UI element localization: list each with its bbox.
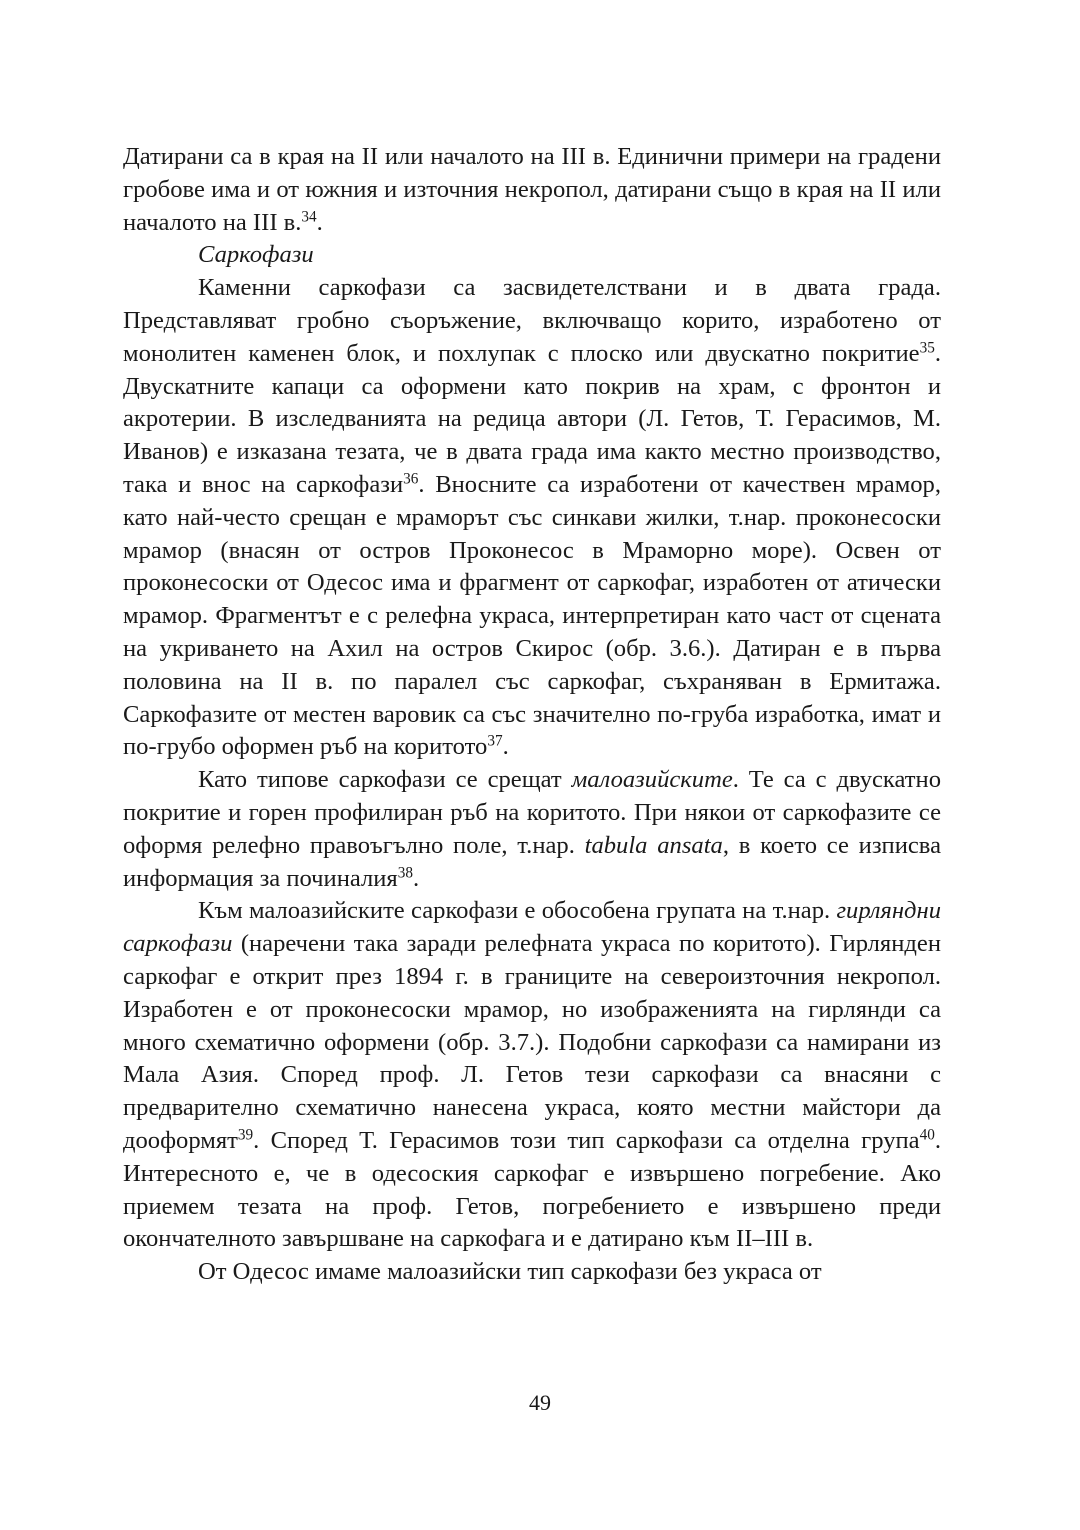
paragraph-text: . Според Т. Герасимов този тип саркофази са отделна група: [253, 1126, 920, 1154]
paragraph-1: [123, 141, 941, 239]
paragraph-text: . Вносните са изработени от качествен мрамор, като най-често срещан е мраморът със синкави жилки, т.нар. проконесоски мрамор (внасян от остров Проконесос в Мраморно море). Освен от проконесоски от Одесос има и фрагмент от саркофаг, изработен от атически мрамор. Фрагментът е с релефна украса, интерпретиран като част от сцената на укриването на Ахил на остров Скирос (обр. 3.6.). Датиран е в първа половина на II в. по паралел със саркофаг, съхраняван в Ермитажа. Саркофазите от местен варовик са със значително по-груба изработка, имат и по-грубо оформен ръб на коритото: [123, 470, 942, 761]
paragraph-text: . Двускатните капаци са оформени като покрив на храм, с фронтон и акротерии. В изследванията на редица автори (Л. Гетов, Т. Герасимов, М. Иванов) е изказана тезата, че в двата града има както местно производство, така и внос на саркофази: [123, 339, 941, 498]
paragraph-text: . Те са с двускатно покритие и горен профилиран ръб на коритото. При някои от саркофазите се оформя релефно правоъгълно поле, т.нар.: [123, 766, 941, 859]
italic-term: tabula ansata: [584, 831, 723, 859]
paragraph-text: .: [413, 864, 420, 892]
italic-term: малоазийските: [571, 766, 733, 794]
footnote-ref-38: 38: [397, 864, 413, 882]
footnote-ref-35: 35: [919, 339, 935, 357]
paragraph-text: , в което се изписва информация за починалия: [123, 831, 941, 892]
paragraph-4: [123, 895, 941, 1256]
paragraph-text: От Одесос имаме малоазийски тип саркофази без украса от: [198, 1258, 822, 1286]
footnote-ref-37: 37: [487, 732, 503, 750]
paragraph-text: Към малоазийските саркофази е обособена групата на т.нар.: [198, 897, 837, 925]
footnote-ref-40: 40: [919, 1126, 935, 1144]
italic-term: гирляндни саркофази: [123, 897, 941, 958]
paragraph-5: [123, 1256, 941, 1289]
paragraph-text: . Интересното е, че в одесоския саркофаг е извършено погребение. Ако приемем тезата на проф. Гетов, погребението е извършено преди окончателното завършване на саркофага и е датирано към II–III в.: [123, 1126, 941, 1253]
page-number: 49: [529, 1390, 551, 1415]
paragraph-text: Датирани са в края на II или началото на III в. Единични примери на градени гробове има и от южния и източния некропол, датирани също в края на II или началото на III в.: [123, 143, 941, 236]
paragraph-text: .: [502, 733, 509, 761]
paragraph-text: .: [316, 208, 323, 236]
paragraph-text: Каменни саркофази са засвидетелствани и в двата града. Представляват гробно съоръжение, включващо корито, изработено от монолитен каменен блок, и похлупак с плоско или двускатно покритие: [123, 274, 941, 367]
footnote-ref-39: 39: [237, 1126, 254, 1144]
paragraph-3: [123, 764, 941, 895]
footnote-ref-34: 34: [301, 208, 317, 226]
paragraph-text: (наречени така заради релефната украса по коритото). Гирлянден саркофаг е открит през 1894 г. в границите на североизточния некропол. Изработен е от проконесоски мрамор, но изображенията на гирлянди са много схематично оформени (обр. 3.7.). Подобни саркофази са намирани из Мала Азия. Според проф. Л. Гетов тези саркофази са внасяни с предварително схематично нанесена украса, която местни майстори да дооформят: [123, 930, 941, 1154]
paragraph-2: [123, 272, 941, 764]
body-text: [123, 141, 941, 1289]
section-heading: Саркофази: [198, 241, 314, 269]
footnote-ref-36: 36: [403, 470, 419, 488]
paragraph-text: Като типове саркофази се срещат: [198, 766, 572, 794]
